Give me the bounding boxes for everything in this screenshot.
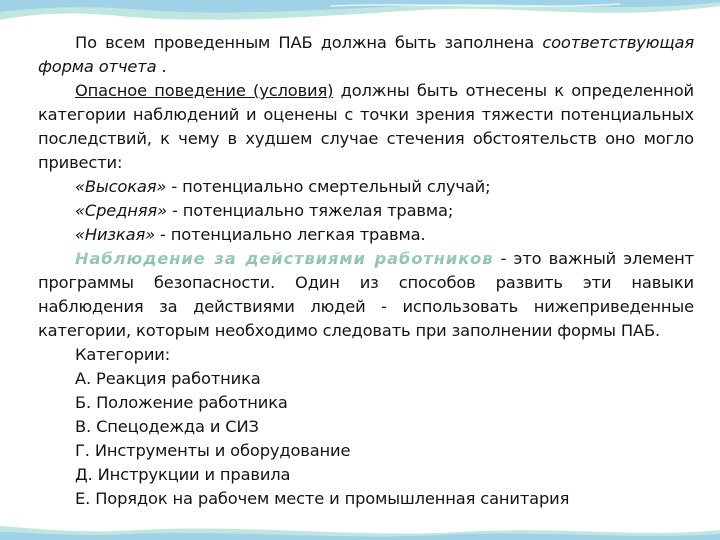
p2-text: должны быть отнесены к определенной категории наблюдений и оценены с точки зрения тяжести потенциальных последствий, к чему в худшем случае стечения обстоятельств оно могло привести: (38, 81, 694, 172)
text-body (38, 31, 694, 511)
severity-list (38, 175, 694, 247)
categories-title: Категории: (75, 345, 171, 364)
paragraph-hazard-behavior (38, 79, 694, 175)
category-item: В. Спецодежда и СИЗ (75, 417, 259, 436)
severity-label: «Низкая» (75, 225, 155, 244)
p1-italic: соответствующая форма отчета (38, 33, 694, 76)
category-item: Б. Положение работника (75, 393, 288, 412)
category-item: Г. Инструменты и оборудование (75, 441, 351, 460)
severity-label: «Средняя» (75, 201, 167, 220)
bottom-wave-decoration (0, 512, 720, 540)
p2-underlined: Опасное поведение (условия) (75, 81, 334, 100)
category-item: Е. Порядок на рабочем месте и промышленная санитария (75, 489, 570, 508)
p1-end: . (161, 57, 167, 76)
top-wave-decoration (0, 0, 720, 34)
p1-text: По всем проведенным ПАБ должна быть заполнена (75, 33, 543, 52)
severity-low (75, 223, 694, 247)
severity-text: - потенциально тяжелая травма; (166, 201, 454, 220)
category-item: А. Реакция работника (75, 369, 261, 388)
severity-text: - потенциально легкая травма. (154, 225, 426, 244)
p3-text: - это важный элемент программы безопасности. Один из способов развить эти навыки наблюдения за действиями людей - использовать нижеприведенные категории, которым необходимо следовать при заполнении формы ПАБ. (38, 249, 694, 340)
categories-list (38, 343, 694, 511)
severity-high (75, 175, 694, 199)
category-item: Д. Инструкции и правила (75, 465, 291, 484)
severity-label: «Высокая» (75, 177, 167, 196)
paragraph-report-form (38, 31, 694, 79)
severity-medium (75, 199, 694, 223)
observation-highlight: Наблюдение за действиями работников (75, 249, 494, 268)
paragraph-observation (38, 247, 694, 343)
severity-text: - потенциально смертельный случай; (166, 177, 491, 196)
